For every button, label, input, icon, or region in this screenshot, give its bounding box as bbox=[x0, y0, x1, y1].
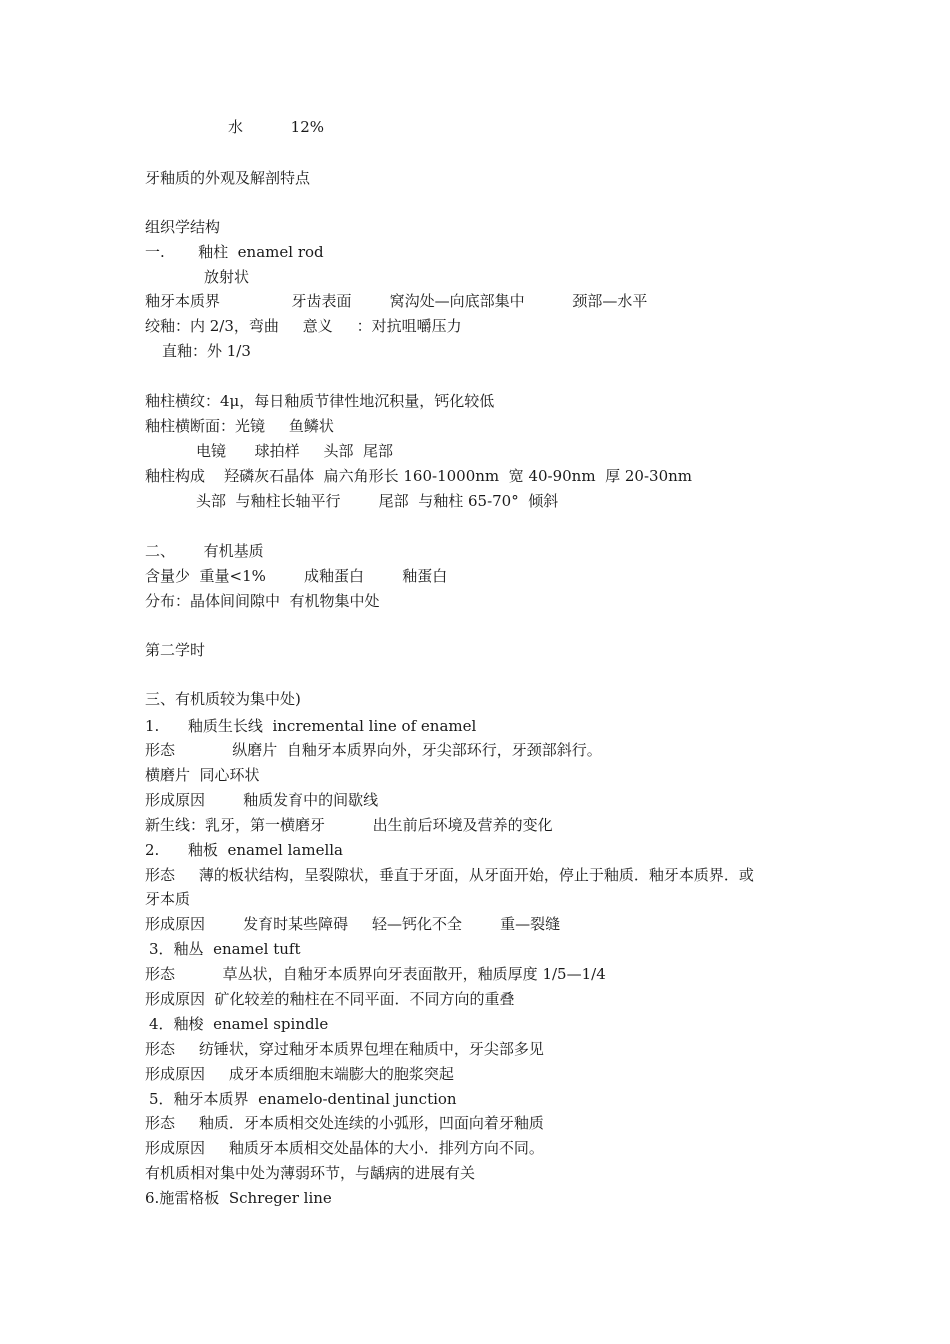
section-heading: 二、 有机基质 bbox=[145, 542, 264, 560]
text-line: 牙本质 bbox=[145, 890, 191, 908]
text-line: 新生线：乳牙，第一横磨牙 出生前后环境及营养的变化 bbox=[145, 816, 553, 834]
text-line: 分布：晶体间间隙中 有机物集中处 bbox=[145, 592, 380, 610]
text-line: 水 12% bbox=[228, 118, 325, 136]
text-line: 头部 与釉柱长轴平行 尾部 与釉柱 65-70° 倾斜 bbox=[196, 492, 559, 510]
text-line: 形成原因 釉质发育中的间歇线 bbox=[145, 791, 379, 809]
text-line: 有机质相对集中处为薄弱环节，与龋病的进展有关 bbox=[145, 1164, 476, 1182]
text-line: 形态 草丛状，自釉牙本质界向牙表面散开，釉质厚度 1/5—1/4 bbox=[145, 965, 606, 983]
text-line: 釉柱构成 羟磷灰石晶体 扁六角形长 160-1000nm 宽 40-90nm 厚 20-30nm bbox=[145, 467, 692, 485]
section-heading: 三、有机质较为集中处) bbox=[145, 690, 301, 708]
text-line: 直釉：外 1/3 bbox=[162, 342, 251, 360]
text-line: 一. 釉柱 enamel rod bbox=[145, 243, 324, 261]
text-line: 6.施雷格板 Schreger line bbox=[145, 1189, 332, 1207]
text-line: 3．釉丛 enamel tuft bbox=[149, 940, 301, 958]
text-line: 形态 薄的板状结构，呈裂隙状，垂直于牙面，从牙面开始，停止于釉质．釉牙本质界．或 bbox=[145, 866, 754, 884]
text-line: 绞釉：内 2/3，弯曲 意义 ：对抗咀嚼压力 bbox=[145, 317, 462, 335]
text-line: 1. 釉质生长线 incremental line of enamel bbox=[145, 717, 477, 735]
section-heading: 第二学时 bbox=[145, 641, 206, 659]
text-line: 含量少 重量<1% 成釉蛋白 釉蛋白 bbox=[145, 567, 448, 585]
text-line: 4．釉梭 enamel spindle bbox=[149, 1015, 329, 1033]
text-line: 釉柱横纹：4μ，每日釉质节律性地沉积量，钙化较低 bbox=[145, 392, 495, 410]
text-line: 形成原因 发育时某些障碍 轻—钙化不全 重—裂缝 bbox=[145, 915, 561, 933]
text-line: 釉牙本质界 牙齿表面 窝沟处—向底部集中 颈部—水平 bbox=[145, 292, 648, 310]
text-line: 形态 釉质．牙本质相交处连续的小弧形，凹面向着牙釉质 bbox=[145, 1114, 544, 1132]
text-line: 形成原因 矿化较差的釉柱在不同平面．不同方向的重叠 bbox=[145, 990, 515, 1008]
text-line: 形成原因 成牙本质细胞末端膨大的胞浆突起 bbox=[145, 1065, 454, 1083]
text-line: 横磨片 同心环状 bbox=[145, 766, 260, 784]
section-heading: 组织学结构 bbox=[145, 218, 221, 236]
text-line: 形态 纺锤状，穿过釉牙本质界包埋在釉质中，牙尖部多见 bbox=[145, 1040, 544, 1058]
text-line: 釉柱横断面：光镜 鱼鳞状 bbox=[145, 417, 334, 435]
text-line: 放射状 bbox=[204, 268, 250, 286]
text-line: 电镜 球拍样 头部 尾部 bbox=[196, 442, 393, 460]
text-line: 5．釉牙本质界 enamelo-dentinal junction bbox=[149, 1090, 457, 1108]
text-line: 形成原因 釉质牙本质相交处晶体的大小．排列方向不同。 bbox=[145, 1139, 544, 1157]
text-line: 2. 釉板 enamel lamella bbox=[145, 841, 343, 859]
section-heading: 牙釉质的外观及解剖特点 bbox=[145, 169, 311, 187]
text-line: 形态 纵磨片 自釉牙本质界向外，牙尖部环行，牙颈部斜行。 bbox=[145, 741, 602, 759]
